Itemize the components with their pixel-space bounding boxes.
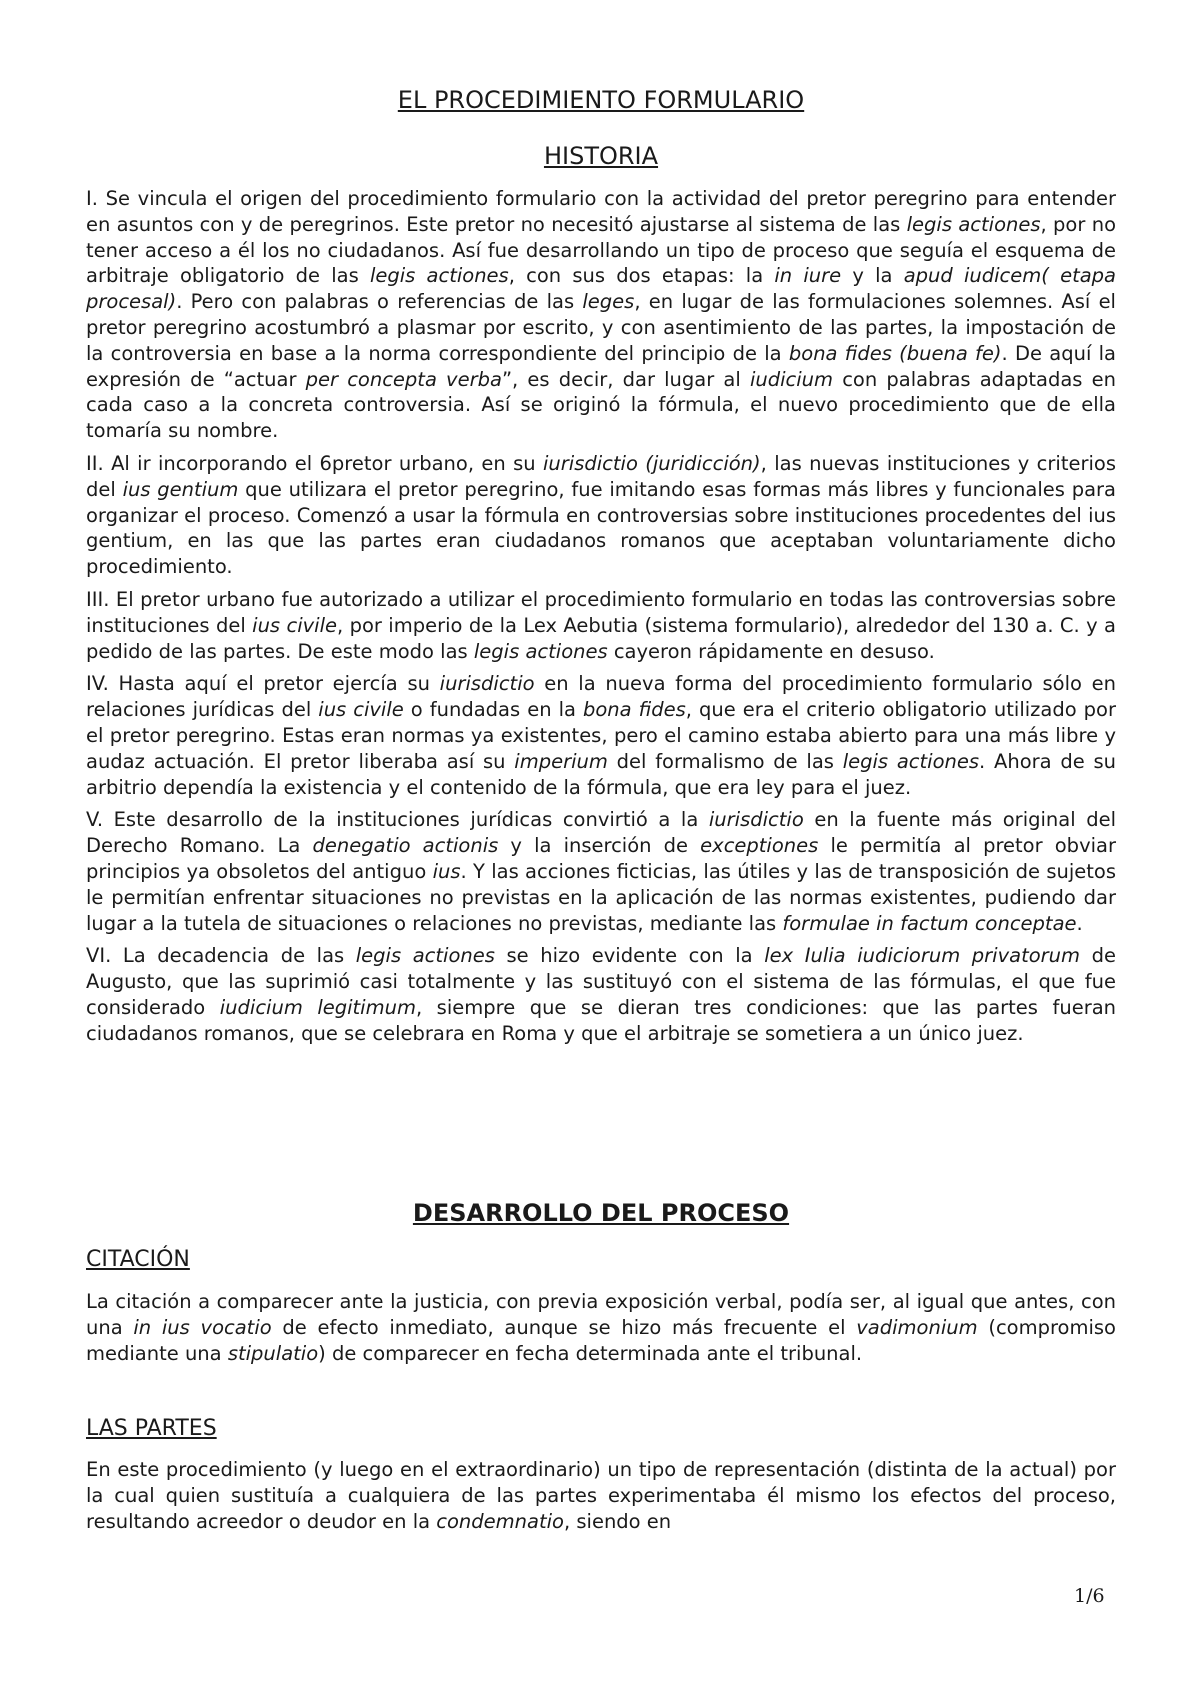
paragraph — [86, 587, 1116, 664]
text-run: . — [1076, 911, 1083, 935]
paragraph — [86, 943, 1116, 1046]
italic-term: ius — [432, 859, 461, 883]
text-run: , las nuevas instituciones y criterios del — [86, 451, 1117, 501]
italic-term: bona fides — [583, 698, 686, 722]
text-run: III. El pretor urbano fue autorizado a utilizar el procedimiento formulario en todas las controversias sobre instituciones del — [86, 587, 1116, 637]
text-run: en la fuente más original del Derecho Romano. La — [86, 808, 1117, 858]
italic-term: vadimonium — [856, 1315, 978, 1339]
text-run: La citación a comparecer ante la justicia, con previa exposición verbal, podía ser, al igual que antes, con una — [86, 1290, 1116, 1339]
italic-term: legis actiones — [473, 639, 608, 663]
text-run: con palabras adaptadas en cada caso a la concreta controversia. Así se originó la fórmula, el nuevo procedimiento que de ella tomaría su nombre. — [86, 367, 1116, 443]
text-run: . Ahora de su arbitrio dependía la existencia y el contenido de la fórmula, que era ley para el juez. — [86, 749, 1116, 799]
text-run: se hizo evidente con la — [494, 944, 765, 968]
italic-term: imperium — [514, 749, 608, 773]
italic-term: iudicium — [749, 367, 834, 391]
page-number: 1/6 — [1074, 1585, 1105, 1607]
italic-term: legis actiones — [906, 212, 1041, 236]
section-heading-historia: HISTORIA — [543, 142, 659, 170]
italic-term: bona fides (buena fe) — [788, 341, 1002, 365]
text-run: V. Este desarrollo de la instituciones jurídicas convirtió a la — [86, 808, 709, 832]
citacion-body — [86, 1289, 1116, 1373]
italic-term: ius civile — [252, 613, 337, 637]
text-run: IV. Hasta aquí el pretor ejercía su — [86, 672, 440, 696]
text-run: de Augusto, que las suprimió casi totalmente y las sustituyó con el sistema de las fórmulas, el que fue considerado — [86, 944, 1117, 1019]
text-run: le permitía al pretor obviar principios ya obsoletos del antiguo — [86, 834, 1116, 883]
italic-term: in iure — [774, 264, 842, 288]
subsection-heading-citacion: CITACIÓN — [86, 1247, 190, 1272]
italic-term: lex Iulia iudiciorum privatorum — [764, 944, 1081, 968]
italic-term: ius civile — [318, 698, 404, 722]
subsection-heading-partes: LAS PARTES — [86, 1416, 217, 1441]
italic-term: per concepta verba — [305, 367, 502, 391]
text-run: de efecto inmediato, aunque se hizo más frecuente el — [271, 1315, 857, 1339]
text-run: . Y las acciones ficticias, las útiles y las de transposición de sujetos le permitían enfrentar situaciones no previstas en la aplicación de las normas existentes, pudiendo dar lugar a la tutela de situaciones o relaciones no previstas, mediante las — [86, 859, 1116, 935]
text-run: , siendo en — [563, 1509, 672, 1533]
italic-term: stipulatio — [227, 1341, 319, 1365]
text-run: cayeron rápidamente en desuso. — [607, 639, 935, 663]
paragraph — [86, 1289, 1116, 1366]
italic-term: iurisdictio — [708, 808, 804, 832]
text-run: y la inserción de — [498, 834, 701, 858]
text-run: ) de comparecer en fecha determinada ante el tribunal. — [318, 1341, 863, 1365]
text-run: , que era el criterio obligatorio utilizado por el pretor peregrino. Estas eran normas ya existentes, pero el camino estaba abierto para una más libre y audaz actuación. El pretor liberaba así su — [86, 698, 1117, 773]
text-run: en la nueva forma del procedimiento formulario sólo en relaciones jurídicas del — [86, 672, 1116, 722]
text-run: , por imperio de la Lex Aebutia (sistema formulario), alrededor del 130 a. C. y a pedido de las partes. De este modo las — [86, 613, 1117, 663]
historia-body — [86, 186, 1116, 1054]
text-run: (compromiso mediante una — [86, 1315, 1116, 1365]
italic-term: iudicium legitimum — [219, 995, 416, 1019]
italic-term: iurisdictio — [439, 672, 535, 696]
italic-term: in ius vocatio — [133, 1315, 272, 1339]
document-page — [86, 0, 1116, 1698]
paragraph — [86, 671, 1116, 800]
partes-body — [86, 1457, 1116, 1541]
text-run: , siempre que se dieran tres condiciones: que las partes fueran ciudadanos romanos, que se celebrara en Roma y que el arbitraje se sometiera a un único juez. — [86, 995, 1117, 1045]
italic-term: formulae in factum conceptae — [782, 911, 1077, 935]
italic-term: legis actiones — [369, 264, 509, 288]
italic-term: condemnatio — [436, 1509, 564, 1533]
text-run: , en lugar de las formulaciones solemnes. Así el pretor peregrino acostumbró a plasmar por escrito, y con asentimiento de las partes, la impostación de la controversia en base a la norma correspondiente del principio de la — [86, 290, 1116, 365]
text-run: II. Al ir incorporando el 6pretor urbano, en su — [86, 451, 544, 475]
italic-term: leges — [582, 290, 635, 314]
text-run: , por no tener acceso a él los no ciudadanos. Así fue desarrollando un tipo de proceso que seguía el esquema de arbitraje obligatorio de las — [86, 212, 1117, 288]
paragraph — [86, 1457, 1116, 1534]
text-run: o fundadas en la — [403, 698, 583, 722]
italic-term: ius gentium — [122, 477, 239, 501]
italic-term: apud iudicem( etapa procesal) — [86, 264, 1116, 314]
italic-term: denegatio actionis — [312, 834, 499, 858]
italic-term: legis actiones — [842, 749, 980, 773]
text-run: y la — [841, 264, 904, 288]
text-run: VI. La decadencia de las — [86, 944, 356, 968]
text-run: ”, es decir, dar lugar al — [501, 367, 750, 391]
text-run: . Pero con palabras o referencias de las — [176, 290, 583, 314]
text-run: que utilizara el pretor peregrino, fue imitando esas formas más libres y funcionales para organizar el proceso. Comenzó a usar la fórmula en controversias sobre instituciones procedentes del ius gentium, en las que las partes eran ciudadanos romanos que aceptaban voluntariamente dicho procedimiento. — [86, 477, 1116, 579]
text-run: . De aquí la expresión de “actuar — [86, 341, 1116, 391]
paragraph — [86, 186, 1116, 444]
section-heading-desarrollo: DESARROLLO DEL PROCESO — [412, 1199, 790, 1227]
italic-term: iurisdictio (juridicción) — [543, 451, 761, 475]
italic-term: exceptiones — [700, 834, 819, 858]
paragraph — [86, 807, 1116, 936]
paragraph — [86, 451, 1116, 580]
text-run: del formalismo de las — [607, 749, 843, 773]
document-title: EL PROCEDIMIENTO FORMULARIO — [397, 86, 805, 114]
italic-term: legis actiones — [355, 944, 495, 968]
text-run: I. Se vincula el origen del procedimiento formulario con la actividad del pretor peregrino para entender en asuntos con y de peregrinos. Este pretor no necesitó ajustarse al sistema de las — [86, 187, 1116, 236]
text-run: En este procedimiento (y luego en el extraordinario) un tipo de representación (distinta de la actual) por la cual quien sustituía a cualquiera de las partes experimentaba él mismo los efectos del proceso, resultando acreedor o deudor en la — [86, 1458, 1116, 1533]
text-run: , con sus dos etapas: la — [508, 264, 775, 288]
